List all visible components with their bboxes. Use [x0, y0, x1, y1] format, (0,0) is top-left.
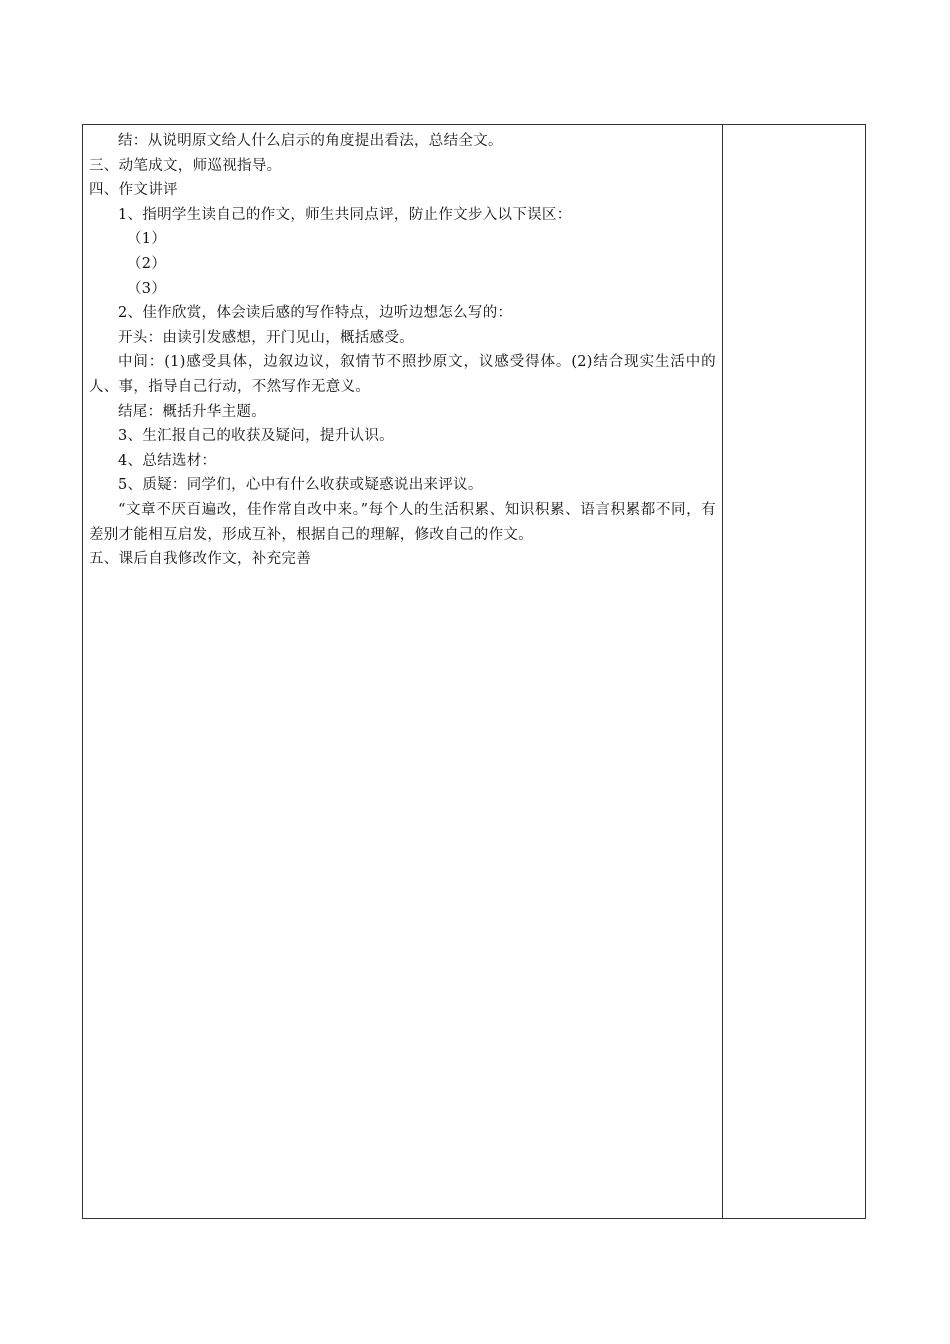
quote-paragraph: “文章不厌百遍改，佳作常自改中来。”每个人的生活积累、知识积累、语言积累都不同，有差别才能相互启发，形成互补，根据自己的理解，修改自己的作文。 [89, 501, 716, 543]
step-one-line: 1、指明学生读自己的作文，师生共同点评，防止作文步入以下误区： [118, 206, 572, 223]
step-five-line: 5、质疑：同学们，心中有什么收获或疑惑说出来评议。 [118, 477, 483, 494]
middle-paragraph: 中间：(1)感受具体，边叙边议，叙情节不照抄原文，议感受得体。(2)结合现实生活中的人、事，指导自己行动，不然写作无意义。 [89, 354, 716, 395]
pitfall-three: （3） [127, 280, 167, 297]
conclusion-line: 结：从说明原文给人什么启示的角度提出看法，总结全文。 [118, 133, 503, 149]
opening-line: 开头：由读引发感想，开门见山，概括感受。 [118, 329, 414, 346]
step-four-line: 4、总结选材： [118, 452, 217, 469]
section-three-heading: 三、动笔成文，师巡视指导。 [89, 157, 282, 174]
pitfall-two: （2） [127, 255, 167, 272]
ending-line: 结尾：概括升华主题。 [118, 403, 266, 420]
step-two-line: 2、佳作欣赏，体会读后感的写作特点，边听边想怎么写的： [118, 305, 513, 322]
notes-cell [723, 125, 865, 1218]
lesson-content-cell [83, 125, 723, 1218]
section-four-heading: 四、作文讲评 [89, 182, 178, 199]
pitfall-one: （1） [127, 231, 167, 248]
lesson-plan-table [82, 124, 866, 1219]
section-five-heading: 五、课后自我修改作文，补充完善 [89, 551, 311, 568]
step-three-line: 3、生汇报自己的收获及疑问，提升认识。 [118, 428, 394, 445]
